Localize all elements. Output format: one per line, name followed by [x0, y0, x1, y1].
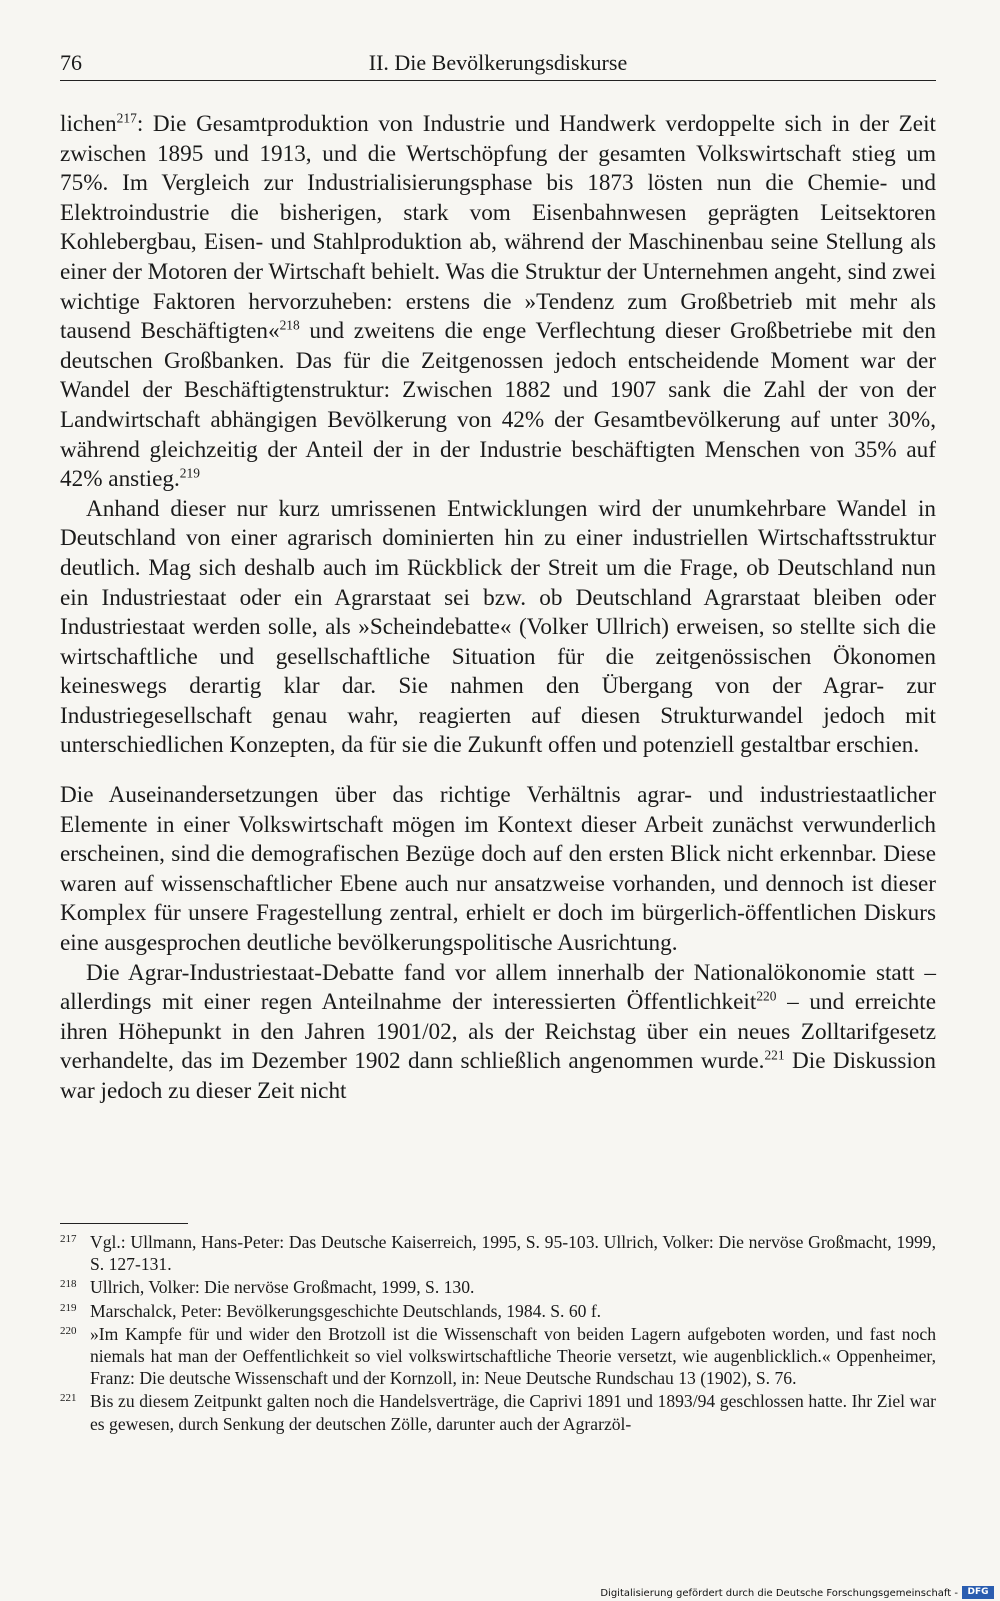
paragraph-2: Anhand dieser nur kurz umrissenen Entwicklungen wird der unumkehrbare Wandel in Deutschland von einer agrarisch dominierten hin zu einer industriellen Wirtschaftsstruktur deutlich. Mag sich deshalb auch im Rückblick der Streit um die Frage, ob Deutschland nun ein Industriestaat oder ein Agrarstaat sei bzw. ob Deutschland Agrarstaat bleiben oder Industriestaat werden solle, als »Scheindebatte« (Volker Ullrich) erweisen, so stellte sich die wirtschaftliche und gesellschaftliche Situation für die zeitgenössischen Ökonomen keineswegs derartig klar dar. Sie nahmen den Übergang von der Agrar- zur Industriegesellschaft genau wahr, reagierten auf diesen Strukturwandel jedoch mit unterschiedlichen Konzepten, da für sie die Zukunft offen und potenziell gestaltbar erschien. [60, 495, 936, 759]
footnote-218 [60, 1276, 936, 1298]
page-number: 76 [60, 50, 82, 75]
paragraph-3: Die Auseinandersetzungen über das richtige Verhältnis agrar- und industriestaatlicher Elemente in einer Volkswirtschaft mögen im Kontext dieser Arbeit zunächst verwunderlich erscheinen, sind die demografischen Bezüge doch auf den ersten Blick nicht erkennbar. Diese waren auf wissenschaftlicher Ebene auch nur ansatzweise vorhanden, und dennoch ist dieser Komplex für unsere Fragestellung zentral, erhielt er doch im bürgerlich-öffentlichen Diskurs eine ausgesprochen deutliche bevölkerungspolitische Ausrichtung. [60, 782, 936, 957]
footnote-text: Vgl.: Ullmann, Hans-Peter: Das Deutsche Kaiserreich, 1995, S. 95-103. Ullrich, Volker: Die nervöse Großmacht, 1999, S. 127-131. [90, 1232, 936, 1275]
digitization-credit: Digitalisierung gefördert durch die Deutsche Forschungsgemeinschaft - [600, 1588, 958, 1599]
dfg-logo: DFG [962, 1586, 994, 1599]
footnote-number: 220 [60, 1324, 77, 1337]
footnote-number: 217 [60, 1233, 77, 1245]
footnote-ref-220[interactable]: 220 [756, 988, 777, 1004]
footnote-text: »Im Kampfe für und wider den Brotzoll ist die Wissenschaft von beiden Lagern aufgeboten worden, und fast noch niemals hat man der Oeffentlichkeit so viel volkswirtschaftliche Theorie versetzt, wie augenblicklich.« Oppenheimer, Franz: Die deutsche Wissenschaft und der Kornzoll, in: Neue Deutsche Rundschau 13 (1902), S. 76. [90, 1323, 936, 1389]
footnote-217 [60, 1231, 936, 1275]
footnote-text: Marschalck, Peter: Bevölkerungsgeschichte Deutschlands, 1984. S. 60 f. [90, 1300, 602, 1321]
footnote-text: Bis zu diesem Zeitpunkt galten noch die Handelsverträge, die Caprivi 1891 und 1893/94 geschlossen hatte. Ihr Ziel war es gewesen, durch Senkung der deutschen Zölle, darunter auch der Agrarzöl- [90, 1391, 936, 1434]
footnote-221 [60, 1390, 936, 1434]
footnote-ref-221[interactable]: 221 [764, 1048, 785, 1064]
footnote-219 [60, 1300, 936, 1322]
footnote-number: 218 [60, 1278, 77, 1291]
paragraph-4: Die Agrar-Industriestaat-Debatte fand vor allem innerhalb der Nationalökonomie statt – allerdings mit einer regen Anteilnahme der interessierten Öffentlichkeit$^{220}$ – und erreichte ihren Höhepunkt in den Jahren 1901/02, als der Reichstag über ein neues Zolltarifgesetz verhandelte, das im Dezember 1902 dann schließlich angenommen wurde.$^{221}$ Die Diskussion war jedoch zu dieser Zeit nicht [60, 959, 936, 1104]
footnotes [60, 1231, 936, 1436]
footnote-ref-219[interactable]: 219 [179, 465, 200, 481]
footnote-number: 221 [60, 1392, 77, 1405]
body-text [60, 110, 936, 1107]
running-header [60, 50, 936, 81]
footnote-divider [60, 1223, 188, 1224]
footnote-220 [60, 1323, 936, 1390]
paragraph-1: lichen$^{217}$: Die Gesamtproduktion von Industrie und Handwerk verdoppelte sich in der Zeit zwischen 1895 und 1913, und die Wertschöpfung der gesamten Volkswirtschaft stieg um 75%. Im Vergleich zur Industrialisierungsphase bis 1873 lösten nun die Chemie- und Elektroindustrie die bisherigen, stark vom Eisenbahnwesen geprägten Leitsektoren Kohlebergbau, Eisen- und Stahlproduktion ab, während der Maschinenbau seine Stellung als einer der Motoren der Wirtschaft behielt. Was die Struktur der Unternehmen angeht, sind zwei wichtige Faktoren hervorzuheben: erstens die »Tendenz zum Großbetrieb mit mehr als tausend Beschäftigten«$^{218}$ und zweitens die enge Verflechtung dieser Großbetriebe mit den deutschen Großbanken. Das für die Zeitgenossen jedoch entscheidende Moment war der Wandel der Beschäftigtenstruktur: Zwischen 1882 und 1907 sank die Zahl der von der Landwirtschaft abhängigen Bevölkerung von 42% der Gesamtbevölkerung auf unter 30%, während gleichzeitig der Anteil der in der Industrie beschäftigten Menschen von 35% auf 42% anstieg.$^{219}$ [60, 110, 936, 493]
footnote-number: 219 [60, 1301, 77, 1314]
running-head-title: II. Die Bevölkerungsdiskurse [368, 50, 628, 75]
footnote-ref-217[interactable]: 217 [116, 110, 137, 126]
footnote-text: Ullrich, Volker: Die nervöse Großmacht, 1999, S. 130. [90, 1277, 475, 1298]
footnote-ref-218[interactable]: 218 [279, 317, 300, 333]
